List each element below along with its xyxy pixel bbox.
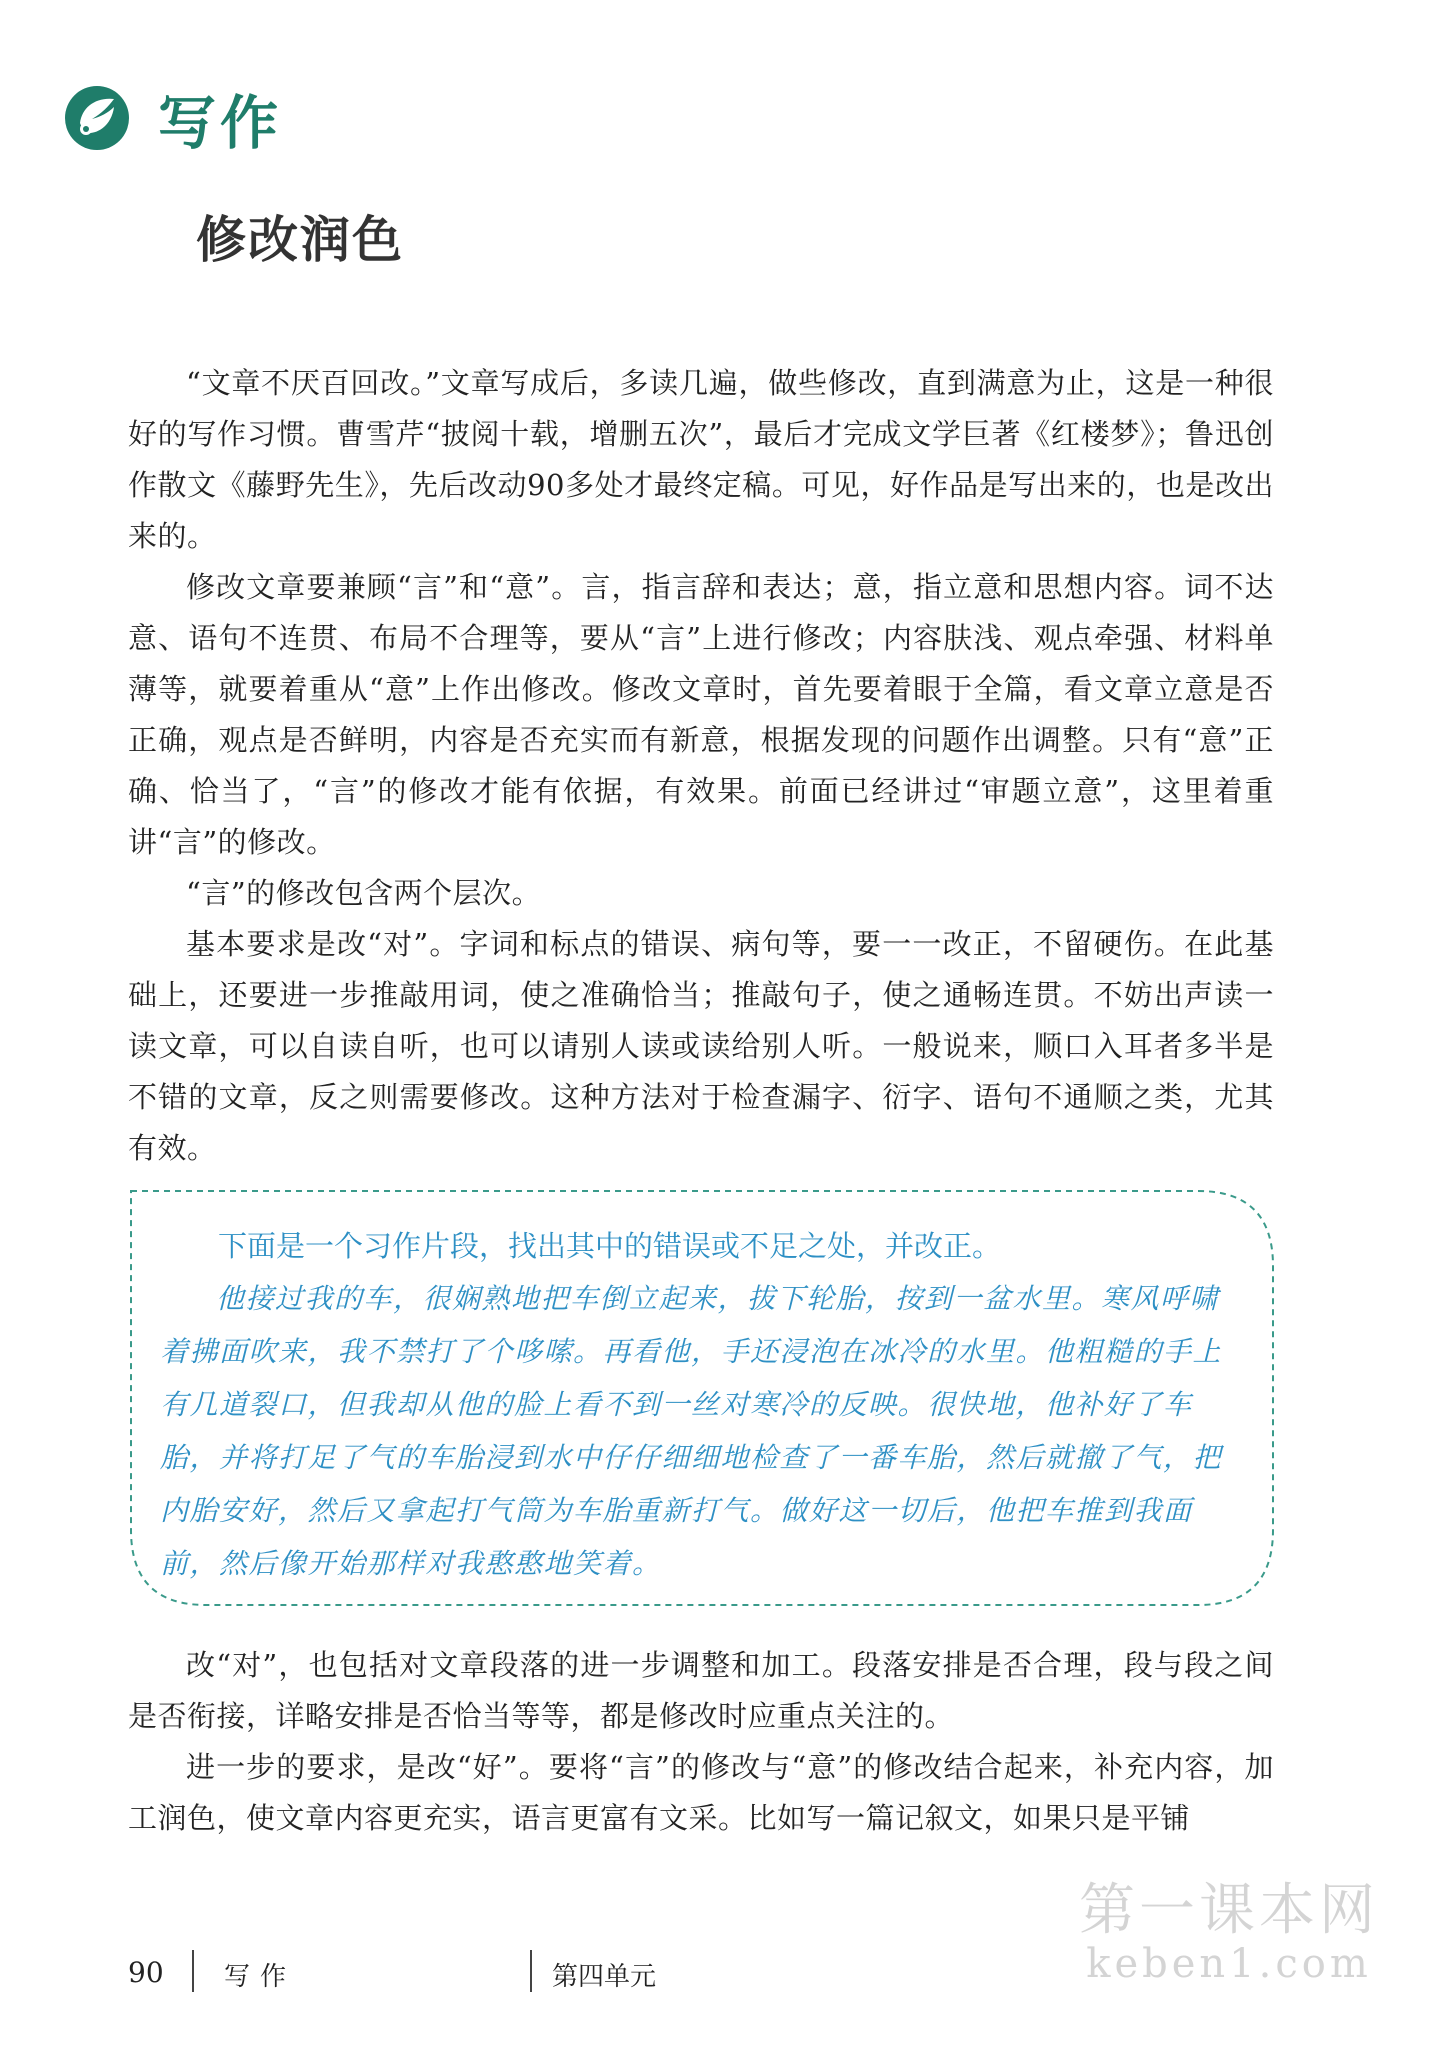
watermark-domain: keben1.com (1086, 1941, 1372, 1987)
page-number: 90 (128, 1956, 164, 1989)
watermark-name: 第一课本网 (1079, 1878, 1379, 1943)
paragraph: “文章不厌百回改。”文章写成后，多读几遍，做些修改，直到满意为止，这是一种很好的写作习惯。曹雪芹“披阅十载，增删五次”，最后才完成文学巨著《红楼梦》；鲁迅创作散文《藤野先生》，先后改动90多处才最终定稿。可见，好作品是写出来的，也是改出来的。 (128, 366, 1274, 553)
exercise-content (160, 1220, 1246, 1590)
section-logo-icon (62, 83, 132, 153)
body-text-bottom (128, 1640, 1274, 1844)
footer-unit: 第四单元 (552, 1962, 657, 1992)
footer-divider (192, 1950, 194, 1992)
section-header (62, 78, 282, 158)
body-text-top (128, 358, 1274, 1174)
paragraph: 进一步的要求，是改“好”。要将“言”的修改与“意”的修改结合起来，补充内容，加工润色，使文章内容更充实，语言更富有文采。比如写一篇记叙文，如果只是平铺 (128, 1750, 1274, 1835)
footer-section: 写作 (224, 1962, 297, 1992)
watermark (1079, 1880, 1379, 1986)
exercise-instruction: 下面是一个习作片段，找出其中的错误或不足之处，并改正。 (218, 1229, 1002, 1263)
lesson-title: 修改润色 (196, 211, 404, 269)
footer-divider (530, 1950, 532, 1992)
paragraph: “言”的修改包含两个层次。 (186, 876, 542, 910)
paragraph: 基本要求是改“对”。字词和标点的错误、病句等，要一一改正，不留硬伤。在此基础上，还要进一步推敲用词，使之准确恰当；推敲句子，使之通畅连贯。不妨出声读一读文章，可以自读自听，也可以请别人读或读给别人听。一般说来，顺口入耳者多半是不错的文章，反之则需要修改。这种方法对于检查漏字、衍字、语句不通顺之类，尤其有效。 (128, 927, 1274, 1165)
exercise-box (128, 1188, 1276, 1608)
paragraph: 改“对”，也包括对文章段落的进一步调整和加工。段落安排是否合理，段与段之间是否衔接，详略安排是否恰当等等，都是修改时应重点关注的。 (128, 1648, 1274, 1733)
section-title: 写作 (158, 89, 283, 157)
exercise-passage: 他接过我的车，很娴熟地把车倒立起来，拔下轮胎，按到一盆水里。寒风呼啸着拂面吹来，我不禁打了个哆嗦。再看他，手还浸泡在冰冷的水里。他粗糙的手上有几道裂口，但我却从他的脸上看不到一丝对寒冷的反映。很快地，他补好了车胎，并将打足了气的车胎浸到水中仔仔细细地检查了一番车胎，然后就撤了气，把内胎安好，然后又拿起打气筒为车胎重新打气。做好这一切后，他把车推到我面前，然后像开始那样对我憨憨地笑着。 (160, 1282, 1223, 1580)
paragraph: 修改文章要兼顾“言”和“意”。言，指言辞和表达；意，指立意和思想内容。词不达意、语句不连贯、布局不合理等，要从“言”上进行修改；内容肤浅、观点牵强、材料单薄等，就要着重从“意”上作出修改。修改文章时，首先要着眼于全篇，看文章立意是否正确，观点是否鲜明，内容是否充实而有新意，根据发现的问题作出调整。只有“意”正确、恰当了，“言”的修改才能有依据，有效果。前面已经讲过“审题立意”，这里着重讲“言”的修改。 (128, 570, 1274, 859)
